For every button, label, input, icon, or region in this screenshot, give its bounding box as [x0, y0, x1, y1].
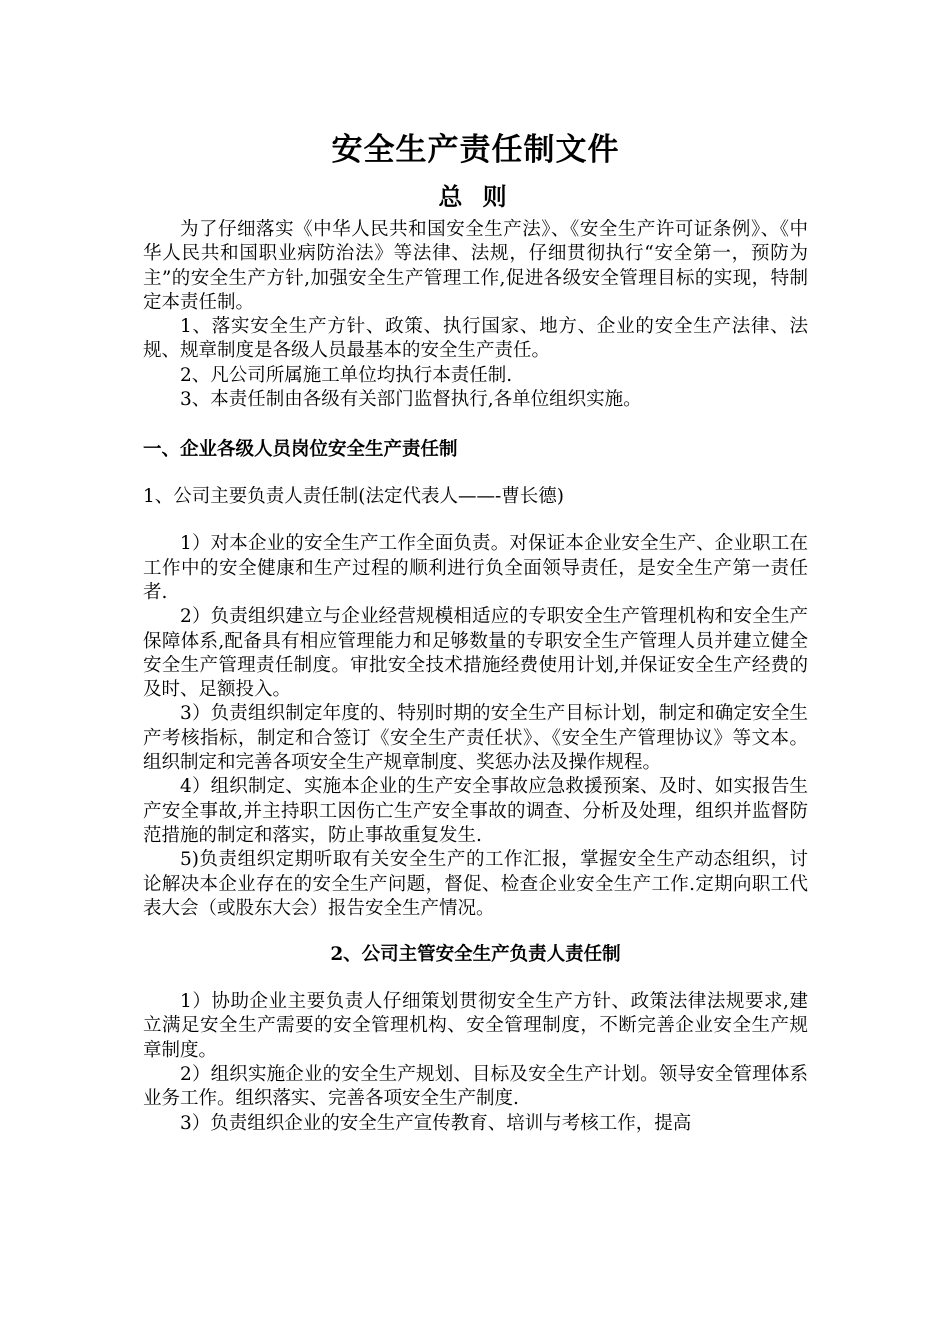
subsection2-item: 3）负责组织企业的安全生产宣传教育、培训与考核工作，提高: [180, 1112, 692, 1134]
subsection1-item: 1）对本企业的安全生产工作全面负责。对保证本企业安全生产、企业职工在工作中的安全健康和生产过程的顺利进行负全面领导责任，是安全生产第一责任者.: [143, 533, 808, 603]
section1-heading: 一、企业各级人员岗位安全生产责任制: [143, 439, 458, 461]
general-heading: 总 则: [438, 182, 513, 211]
subsection1-item: 3）负责组织制定年度的、特别时期的安全生产目标计划，制定和确定安全生产考核指标，制定和合签订《安全生产责任状》、《安全生产管理协议》等文本。组织制定和完善各项安全生产规章制度、奖惩办法及操作规程。: [143, 703, 808, 774]
subsection2-item: 1）协助企业主要负责人仔细策划贯彻安全生产方针、政策法律法规要求,建立满足安全生产需要的安全管理机构、安全管理制度，不断完善企业安全生产规章制度。: [143, 991, 808, 1061]
subsection1-item: 4）组织制定、实施本企业的生产安全事故应急救援预案、及时、如实报告生产安全事故,并主持职工因伤亡生产安全事故的调查、分析及处理，组织并监督防范措施的制定和落实，防止事故重复发生.: [143, 776, 808, 846]
document-page: [143, 128, 808, 1136]
subsection2-item: 2）组织实施企业的安全生产规划、目标及安全生产计划。领导安全管理体系业务工作。组织落实、完善各项安全生产制度.: [143, 1064, 808, 1110]
general-item: 2、凡公司所属施工单位均执行本责任制.: [180, 364, 513, 386]
general-item: 1、落实安全生产方针、政策、执行国家、地方、企业的安全生产法律、法规、规章制度是各级人员最基本的安全生产责任。: [143, 316, 808, 362]
subsection1-heading: 1、公司主要负责人责任制(法定代表人——-曹长德): [143, 486, 564, 508]
document-title: 安全生产责任制文件: [331, 132, 620, 168]
intro-paragraph: 为了仔细落实《中华人民共和国安全生产法》、《安全生产许可证条例》、《中华人民共和国职业病防治法》等法律、法规，仔细贯彻执行“安全第一，预防为主”的安全生产方针,加强安全生产管理工作,促进各级安全管理目标的实现，特制定本责任制。: [143, 219, 808, 313]
general-item: 3、本责任制由各级有关部门监督执行,各单位组织实施。: [180, 389, 642, 411]
subsection1-item: 2）负责组织建立与企业经营规模相适应的专职安全生产管理机构和安全生产保障体系,配备具有相应管理能力和足够数量的专职安全生产管理人员并建立健全安全生产管理责任制度。审批安全技术措施经费使用计划,并保证安全生产经费的及时、足额投入。: [143, 606, 808, 701]
subsection1-item: 5)负责组织定期听取有关安全生产的工作汇报，掌握安全生产动态组织，讨论解决本企业存在的安全生产问题，督促、检查企业安全生产工作.定期向职工代表大会（或股东大会）报告安全生产情况。: [143, 849, 808, 919]
subsection2-heading: 2、公司主管安全生产负责人责任制: [330, 944, 621, 966]
